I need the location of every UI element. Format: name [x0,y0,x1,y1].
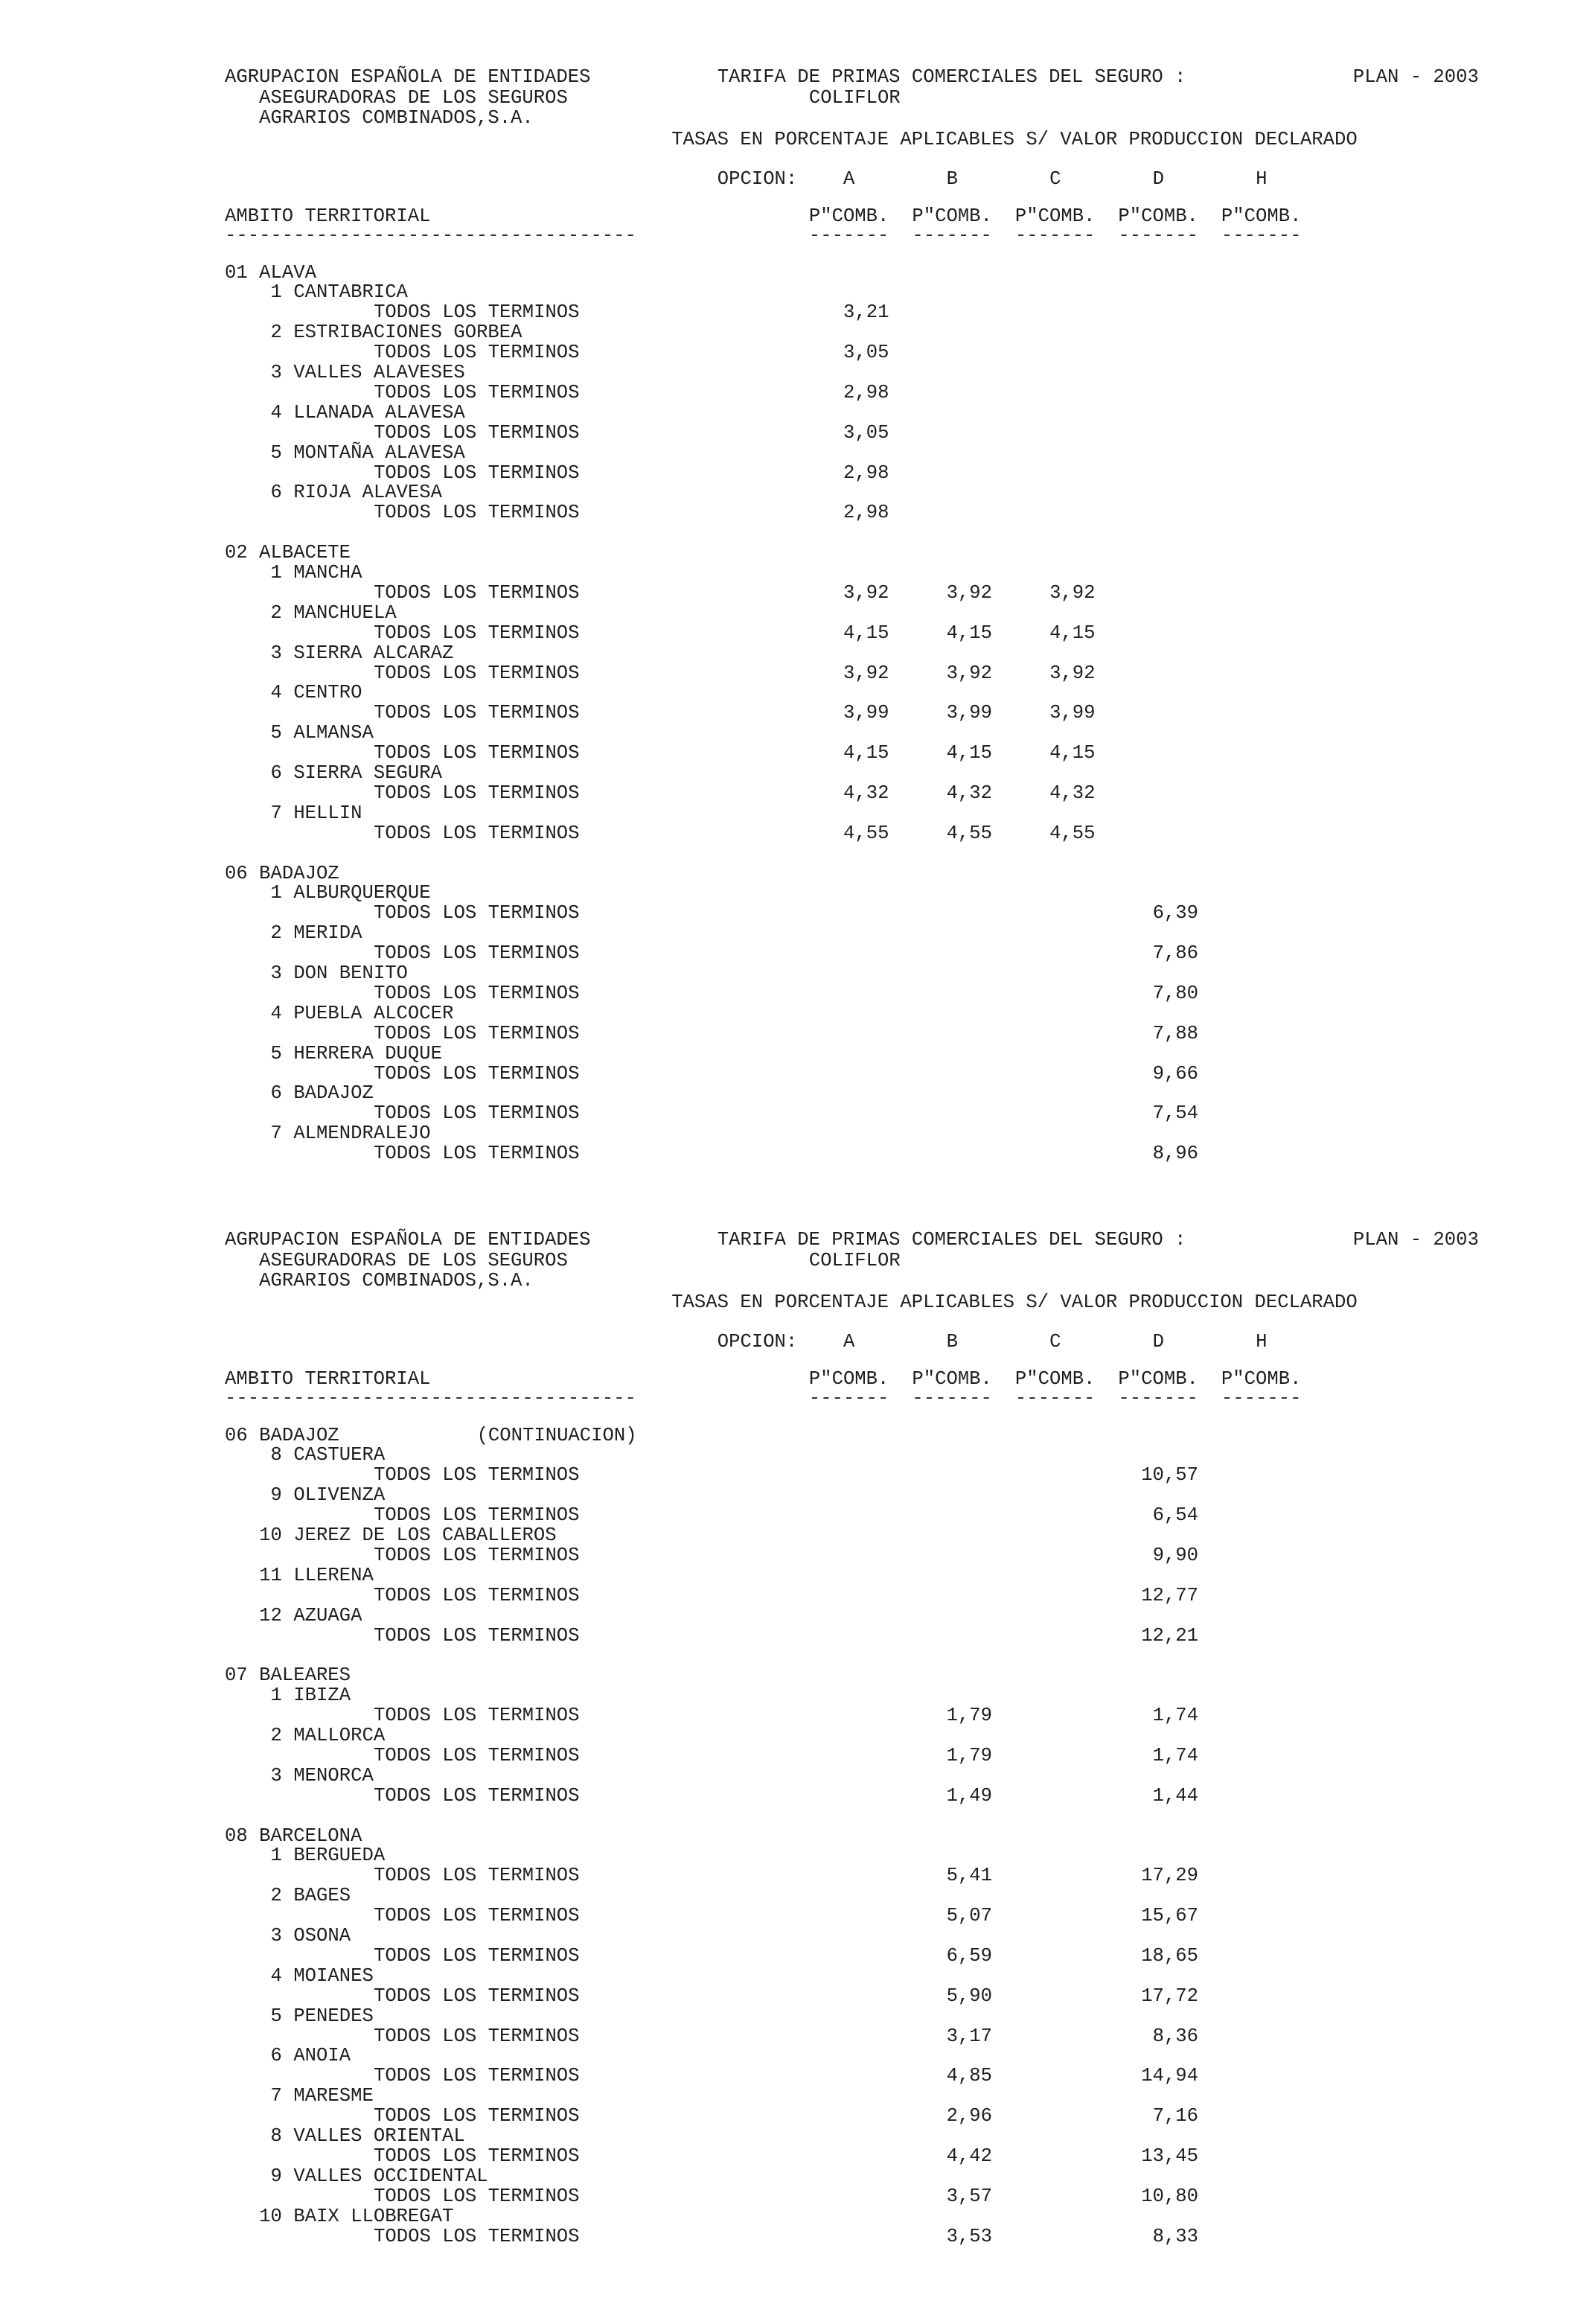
region-name: MERIDA [293,922,362,945]
term-label: TODOS LOS TERMINOS [374,982,580,1004]
column-header: P"COMB. [1014,205,1096,227]
column-header: P"COMB. [808,205,889,227]
term-label: TODOS LOS TERMINOS [374,381,580,403]
region-number: 1 [270,1685,282,1707]
region-name: OLIVENZA [293,1484,386,1507]
option-letter-h: H [1256,167,1268,190]
rate-value-a: 3,21 [843,301,889,324]
rate-value-b: 5,41 [946,1865,992,1887]
rate-value-d: 13,45 [1141,2145,1198,2167]
rate-value-a: 4,32 [843,782,889,804]
region-number: 5 [270,1042,282,1064]
rate-value-b: 5,90 [946,1985,992,2007]
region-number: 2 [270,1725,282,1746]
column-header: P"COMB. [912,205,992,227]
region-number: 2 [270,601,282,624]
term-label: TODOS LOS TERMINOS [374,1062,580,1085]
region-number: 3 [270,362,282,383]
rate-value-d: 8,96 [1152,1143,1199,1165]
rate-value-b: 4,15 [946,622,992,644]
rate-value-c: 4,32 [1049,782,1096,804]
term-label: TODOS LOS TERMINOS [374,1624,580,1647]
rate-value-c: 3,92 [1049,581,1096,604]
province-code: 01 [225,261,248,284]
rate-value-d: 7,54 [1152,1102,1199,1125]
region-number: 9 [270,2165,282,2187]
region-name: DON BENITO [293,963,408,984]
region-number: 7 [270,2085,282,2107]
term-label: TODOS LOS TERMINOS [374,2185,580,2207]
rate-value-b: 3,99 [946,702,992,724]
province-code: 06 [225,862,248,884]
rate-value-b: 1,49 [946,1784,992,1807]
region-name: ESTRIBACIONES GORBEA [293,322,522,344]
plan-year: PLAN - 2003 [1352,66,1479,88]
organization-name-line1: AGRUPACION ESPAÑOLA DE ENTIDADES [225,1228,591,1251]
organization-name-line3: AGRARIOS COMBINADOS,S.A. [259,1269,534,1292]
term-label: TODOS LOS TERMINOS [374,1705,580,1727]
rate-value-d: 7,88 [1152,1022,1199,1044]
rate-value-a: 2,98 [843,502,889,524]
column-rule: ------- [1014,1387,1096,1409]
term-label: TODOS LOS TERMINOS [374,301,580,324]
column-rule: ------- [1014,224,1096,246]
region-name: ALMENDRALEJO [293,1123,431,1145]
term-label: TODOS LOS TERMINOS [374,462,580,484]
organization-name-line1: AGRUPACION ESPAÑOLA DE ENTIDADES [225,66,591,88]
rate-value-a: 3,92 [843,662,889,684]
region-number: 2 [270,1885,282,1907]
column-rule: ------- [808,1387,889,1409]
region-number: 2 [270,922,282,945]
province-code: 02 [225,542,248,564]
term-label: TODOS LOS TERMINOS [374,1464,580,1487]
region-name: MANCHUELA [293,601,397,624]
column-rule: ------- [1221,1387,1302,1409]
region-number: 3 [270,1925,282,1947]
region-number: 10 [259,1525,282,1546]
region-number: 5 [270,2005,282,2027]
rate-value-d: 7,16 [1152,2105,1199,2127]
rate-value-c: 4,15 [1049,622,1096,644]
region-number: 6 [270,1082,282,1105]
region-number: 4 [270,1002,282,1024]
option-letter-c: C [1049,1330,1061,1353]
term-label: TODOS LOS TERMINOS [374,2105,580,2127]
rate-value-d: 1,44 [1152,1784,1199,1807]
term-label: TODOS LOS TERMINOS [374,2145,580,2167]
region-name: CASTUERA [293,1444,386,1466]
region-name: ALBURQUERQUE [293,882,431,904]
province-note: (CONTINUACION) [476,1424,637,1446]
region-number: 8 [270,1444,282,1466]
region-name: RIOJA ALAVESA [293,482,442,504]
region-name: SIERRA ALCARAZ [293,642,454,664]
column-rule: ------- [808,224,889,246]
region-number: 12 [259,1604,282,1627]
region-name: BADAJOZ [293,1082,374,1105]
rate-value-a: 4,15 [843,742,889,764]
rate-value-a: 3,05 [843,342,889,364]
rate-value-a: 3,05 [843,421,889,444]
rate-value-b: 3,53 [946,2225,992,2247]
region-name: HELLIN [293,802,362,824]
rate-value-b: 2,96 [946,2105,992,2127]
column-header: P"COMB. [1221,1367,1302,1390]
region-number: 3 [270,1764,282,1787]
column-rule: ------- [1118,1387,1198,1409]
option-letter-b: B [946,167,958,190]
rate-value-d: 14,94 [1141,2065,1198,2087]
rate-value-b: 3,92 [946,662,992,684]
term-label: TODOS LOS TERMINOS [374,342,580,364]
term-label: TODOS LOS TERMINOS [374,1944,580,1967]
rate-value-d: 15,67 [1141,1905,1198,1927]
option-letter-a: A [843,167,855,190]
region-name: HERRERA DUQUE [293,1042,442,1064]
rate-value-d: 1,74 [1152,1744,1199,1766]
region-number: 4 [270,401,282,424]
term-label: TODOS LOS TERMINOS [374,1022,580,1044]
region-name: LLERENA [293,1564,374,1586]
province-name: BADAJOZ [259,1424,339,1446]
region-name: MONTAÑA ALAVESA [293,441,465,464]
region-number: 8 [270,2125,282,2147]
province-name: ALBACETE [259,542,351,564]
rate-value-d: 8,36 [1152,2025,1199,2047]
rate-value-b: 6,59 [946,1944,992,1967]
option-label: OPCION: [717,1330,798,1353]
column-rule: ------- [912,224,992,246]
rate-value-b: 1,79 [946,1705,992,1727]
region-name: IBIZA [293,1685,351,1707]
rate-value-b: 4,15 [946,742,992,764]
rate-value-d: 9,66 [1152,1062,1199,1085]
term-label: TODOS LOS TERMINOS [374,581,580,604]
term-label: TODOS LOS TERMINOS [374,742,580,764]
rate-value-c: 3,92 [1049,662,1096,684]
rate-value-a: 3,99 [843,702,889,724]
region-name: ANOIA [293,2045,351,2067]
rate-value-b: 3,17 [946,2025,992,2047]
region-name: CANTABRICA [293,281,408,304]
column-header: P"COMB. [1118,1367,1198,1390]
option-label: OPCION: [717,167,798,190]
plan-year: PLAN - 2003 [1352,1228,1479,1251]
term-label: TODOS LOS TERMINOS [374,1905,580,1927]
region-name: MALLORCA [293,1725,386,1746]
rate-value-a: 3,92 [843,581,889,604]
rate-value-d: 17,72 [1141,1985,1198,2007]
region-name: SIERRA SEGURA [293,762,442,784]
region-name: BAIX LLOBREGAT [293,2205,454,2227]
region-number: 10 [259,2205,282,2227]
region-name: OSONA [293,1925,351,1947]
column-rule: ------- [1221,224,1302,246]
option-letter-b: B [946,1330,958,1353]
rate-value-d: 7,86 [1152,942,1199,965]
province-name: BARCELONA [259,1825,362,1847]
option-letter-d: D [1152,1330,1164,1353]
term-label: TODOS LOS TERMINOS [374,942,580,965]
region-name: CENTRO [293,682,362,704]
region-number: 6 [270,482,282,504]
term-label: TODOS LOS TERMINOS [374,421,580,444]
rate-value-c: 3,99 [1049,702,1096,724]
ambito-territorial-heading: AMBITO TERRITORIAL [225,1367,431,1390]
rate-value-d: 6,54 [1152,1504,1199,1527]
province-name: BALEARES [259,1664,351,1687]
option-letter-a: A [843,1330,855,1353]
rate-value-b: 3,92 [946,581,992,604]
term-label: TODOS LOS TERMINOS [374,1985,580,2007]
region-number: 5 [270,441,282,464]
region-number: 1 [270,1845,282,1867]
term-label: TODOS LOS TERMINOS [374,502,580,524]
rate-value-a: 2,98 [843,462,889,484]
region-number: 6 [270,2045,282,2067]
region-number: 9 [270,1484,282,1507]
organization-name-line2: ASEGURADORAS DE LOS SEGUROS [259,1249,568,1271]
region-number: 11 [259,1564,282,1586]
term-label: TODOS LOS TERMINOS [374,1744,580,1766]
term-label: TODOS LOS TERMINOS [374,662,580,684]
organization-name-line2: ASEGURADORAS DE LOS SEGUROS [259,86,568,109]
rate-value-b: 4,85 [946,2065,992,2087]
term-label: TODOS LOS TERMINOS [374,2225,580,2247]
term-label: TODOS LOS TERMINOS [374,1102,580,1125]
rate-value-b: 3,57 [946,2185,992,2207]
region-number: 1 [270,562,282,584]
term-label: TODOS LOS TERMINOS [374,902,580,925]
rate-value-d: 9,90 [1152,1544,1199,1566]
term-label: TODOS LOS TERMINOS [374,782,580,804]
term-label: TODOS LOS TERMINOS [374,1544,580,1566]
region-number: 3 [270,963,282,984]
province-name: ALAVA [259,261,316,284]
column-rule: ------- [912,1387,992,1409]
option-letter-h: H [1256,1330,1268,1353]
province-name: BADAJOZ [259,862,339,884]
column-rule: ------- [1118,224,1198,246]
region-number: 3 [270,642,282,664]
header-rule: ------------------------------------ [225,224,636,246]
term-label: TODOS LOS TERMINOS [374,702,580,724]
region-name: BERGUEDA [293,1845,386,1867]
rate-value-d: 12,77 [1141,1584,1198,1606]
region-number: 1 [270,882,282,904]
tariff-title: TARIFA DE PRIMAS COMERCIALES DEL SEGURO : [717,66,1186,88]
rate-value-b: 4,32 [946,782,992,804]
region-name: MENORCA [293,1764,374,1787]
tariff-title: TARIFA DE PRIMAS COMERCIALES DEL SEGURO : [717,1228,1186,1251]
region-number: 1 [270,281,282,304]
tariff-page [0,1163,1595,2324]
region-name: PUEBLA ALCOCER [293,1002,454,1024]
organization-name-line3: AGRARIOS COMBINADOS,S.A. [259,106,534,129]
region-name: MANCHA [293,562,362,584]
rate-value-a: 4,15 [843,622,889,644]
rate-value-d: 10,57 [1141,1464,1198,1487]
term-label: TODOS LOS TERMINOS [374,1143,580,1165]
term-label: TODOS LOS TERMINOS [374,622,580,644]
region-name: PENEDES [293,2005,374,2027]
region-name: ALMANSA [293,722,374,744]
province-code: 07 [225,1664,248,1687]
rate-value-d: 8,33 [1152,2225,1199,2247]
rate-value-d: 18,65 [1141,1944,1198,1967]
rate-value-a: 4,55 [843,822,889,844]
option-letter-d: D [1152,167,1164,190]
term-label: TODOS LOS TERMINOS [374,822,580,844]
rate-value-d: 17,29 [1141,1865,1198,1887]
region-number: 4 [270,682,282,704]
rates-subtitle: TASAS EN PORCENTAJE APLICABLES S/ VALOR PRODUCCION DECLARADO [671,1291,1358,1313]
crop-name: COLIFLOR [808,1249,901,1271]
column-header: P"COMB. [1221,205,1302,227]
term-label: TODOS LOS TERMINOS [374,1865,580,1887]
region-name: VALLES ORIENTAL [293,2125,465,2147]
term-label: TODOS LOS TERMINOS [374,2025,580,2047]
rate-value-d: 7,80 [1152,982,1199,1004]
rate-value-b: 4,55 [946,822,992,844]
term-label: TODOS LOS TERMINOS [374,1504,580,1527]
region-name: VALLES ALAVESES [293,362,465,383]
rate-value-d: 1,74 [1152,1705,1199,1727]
rate-value-b: 5,07 [946,1905,992,1927]
term-label: TODOS LOS TERMINOS [374,1584,580,1606]
column-header: P"COMB. [1118,205,1198,227]
rates-subtitle: TASAS EN PORCENTAJE APLICABLES S/ VALOR PRODUCCION DECLARADO [671,128,1358,150]
rate-value-d: 12,21 [1141,1624,1198,1647]
rate-value-c: 4,55 [1049,822,1096,844]
region-name: JEREZ DE LOS CABALLEROS [293,1525,557,1546]
region-name: MARESME [293,2085,374,2107]
region-number: 7 [270,802,282,824]
column-header: P"COMB. [1014,1367,1096,1390]
region-number: 2 [270,322,282,344]
header-rule: ------------------------------------ [225,1387,636,1409]
region-number: 4 [270,1964,282,1987]
province-code: 08 [225,1825,248,1847]
crop-name: COLIFLOR [808,86,901,109]
rate-value-d: 10,80 [1141,2185,1198,2207]
region-name: LLANADA ALAVESA [293,401,465,424]
rate-value-d: 6,39 [1152,902,1199,925]
region-name: AZUAGA [293,1604,362,1627]
term-label: TODOS LOS TERMINOS [374,2065,580,2087]
rate-value-c: 4,15 [1049,742,1096,764]
option-letter-c: C [1049,167,1061,190]
region-name: VALLES OCCIDENTAL [293,2165,488,2187]
province-code: 06 [225,1424,248,1446]
ambito-territorial-heading: AMBITO TERRITORIAL [225,205,431,227]
rate-value-b: 1,79 [946,1744,992,1766]
rate-value-b: 4,42 [946,2145,992,2167]
region-name: BAGES [293,1885,351,1907]
region-number: 7 [270,1123,282,1145]
column-header: P"COMB. [912,1367,992,1390]
region-number: 5 [270,722,282,744]
term-label: TODOS LOS TERMINOS [374,1784,580,1807]
region-number: 6 [270,762,282,784]
column-header: P"COMB. [808,1367,889,1390]
region-name: MOIANES [293,1964,374,1987]
rate-value-a: 2,98 [843,381,889,403]
